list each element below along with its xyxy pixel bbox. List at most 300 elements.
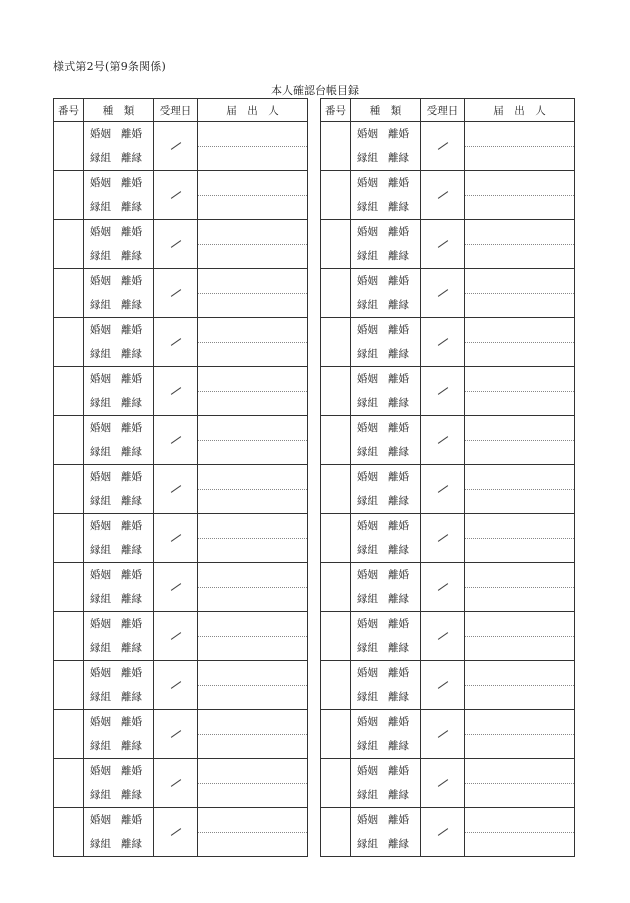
kind-adoption[interactable]: 縁組 [357, 838, 378, 850]
date-separator-mark [437, 485, 447, 493]
notifier-cell[interactable] [465, 759, 575, 808]
kind-dissolution[interactable]: 離縁 [121, 544, 142, 556]
notifier-cell[interactable] [465, 367, 575, 416]
received-date-cell[interactable] [154, 465, 198, 514]
kind-divorce[interactable]: 離婚 [388, 128, 409, 140]
ledger-table-left [53, 98, 308, 857]
row-number-cell[interactable] [321, 808, 351, 857]
kind-cell [351, 759, 421, 808]
received-date-cell[interactable] [421, 122, 465, 171]
kind-divorce[interactable]: 離婚 [388, 275, 409, 287]
received-date-cell[interactable] [421, 514, 465, 563]
kind-dissolution[interactable]: 離縁 [388, 201, 409, 213]
header-received-date: 受理日 [421, 99, 465, 122]
row-number-cell[interactable] [54, 122, 84, 171]
notifier-cell[interactable] [198, 759, 308, 808]
notifier-cell[interactable] [198, 465, 308, 514]
kind-marriage[interactable]: 婚姻 [90, 177, 111, 189]
notifier-divider-line [465, 685, 574, 686]
kind-divorce[interactable]: 離婚 [121, 765, 142, 777]
notifier-cell[interactable] [198, 661, 308, 710]
kind-marriage[interactable]: 婚姻 [357, 520, 378, 532]
received-date-cell[interactable] [154, 220, 198, 269]
kind-cell [351, 661, 421, 710]
kind-dissolution[interactable]: 離縁 [388, 544, 409, 556]
kind-divorce[interactable]: 離婚 [121, 667, 142, 679]
notifier-divider-line [198, 685, 307, 686]
kind-divorce[interactable]: 離婚 [121, 618, 142, 630]
date-separator-mark [437, 289, 447, 297]
kind-divorce[interactable]: 離婚 [121, 520, 142, 532]
kind-cell [84, 416, 154, 465]
kind-cell [84, 269, 154, 318]
kind-cell [351, 318, 421, 367]
received-date-cell[interactable] [154, 612, 198, 661]
kind-marriage[interactable]: 婚姻 [357, 471, 378, 483]
received-date-cell[interactable] [154, 416, 198, 465]
kind-adoption[interactable]: 縁組 [90, 544, 111, 556]
received-date-cell[interactable] [154, 171, 198, 220]
kind-dissolution[interactable]: 離縁 [388, 446, 409, 458]
notifier-cell[interactable] [198, 171, 308, 220]
notifier-cell[interactable] [198, 367, 308, 416]
kind-cell [351, 612, 421, 661]
notifier-divider-line [198, 783, 307, 784]
kind-marriage[interactable]: 婚姻 [357, 275, 378, 287]
received-date-cell[interactable] [154, 269, 198, 318]
row-number-cell[interactable] [321, 465, 351, 514]
kind-cell [84, 122, 154, 171]
kind-cell [351, 514, 421, 563]
kind-marriage[interactable]: 婚姻 [357, 128, 378, 140]
kind-marriage[interactable]: 婚姻 [90, 569, 111, 581]
kind-divorce[interactable]: 離婚 [388, 471, 409, 483]
kind-adoption[interactable]: 縁組 [90, 397, 111, 409]
row-number-cell[interactable] [54, 759, 84, 808]
kind-adoption[interactable]: 縁組 [357, 397, 378, 409]
received-date-cell[interactable] [421, 710, 465, 759]
kind-adoption[interactable]: 縁組 [357, 152, 378, 164]
table-row [54, 563, 308, 612]
notifier-divider-line [198, 244, 307, 245]
kind-adoption[interactable]: 縁組 [90, 740, 111, 752]
notifier-cell[interactable] [465, 808, 575, 857]
notifier-divider-line [198, 342, 307, 343]
kind-marriage[interactable]: 婚姻 [90, 765, 111, 777]
kind-dissolution[interactable]: 離縁 [121, 397, 142, 409]
notifier-divider-line [465, 538, 574, 539]
notifier-divider-line [465, 832, 574, 833]
received-date-cell[interactable] [154, 710, 198, 759]
kind-cell [84, 367, 154, 416]
kind-cell [84, 710, 154, 759]
table-row [54, 367, 308, 416]
received-date-cell[interactable] [421, 465, 465, 514]
row-number-cell[interactable] [321, 122, 351, 171]
received-date-cell[interactable] [154, 367, 198, 416]
notifier-cell[interactable] [198, 808, 308, 857]
date-separator-mark [437, 730, 447, 738]
row-number-cell[interactable] [321, 612, 351, 661]
kind-dissolution[interactable]: 離縁 [121, 495, 142, 507]
received-date-cell[interactable] [154, 122, 198, 171]
table-row [321, 318, 575, 367]
kind-cell [351, 269, 421, 318]
kind-dissolution[interactable]: 離縁 [388, 740, 409, 752]
header-notifier: 届 出 人 [198, 99, 308, 122]
date-separator-mark [170, 730, 180, 738]
received-date-cell[interactable] [154, 318, 198, 367]
header-received-date: 受理日 [154, 99, 198, 122]
notifier-cell[interactable] [198, 269, 308, 318]
notifier-cell[interactable] [198, 220, 308, 269]
kind-cell [351, 122, 421, 171]
kind-adoption[interactable]: 縁組 [357, 593, 378, 605]
row-number-cell[interactable] [54, 318, 84, 367]
received-date-cell[interactable] [421, 318, 465, 367]
notifier-divider-line [465, 244, 574, 245]
kind-adoption[interactable]: 縁組 [90, 446, 111, 458]
kind-dissolution[interactable]: 離縁 [388, 348, 409, 360]
notifier-divider-line [198, 538, 307, 539]
notifier-cell[interactable] [465, 171, 575, 220]
date-separator-mark [437, 534, 447, 542]
row-number-cell[interactable] [321, 514, 351, 563]
received-date-cell[interactable] [421, 367, 465, 416]
kind-adoption[interactable]: 縁組 [90, 152, 111, 164]
date-separator-mark [170, 583, 180, 591]
received-date-cell[interactable] [421, 759, 465, 808]
notifier-cell[interactable] [198, 710, 308, 759]
table-row [54, 122, 308, 171]
row-number-cell[interactable] [321, 318, 351, 367]
row-number-cell[interactable] [54, 220, 84, 269]
kind-dissolution[interactable]: 離縁 [121, 838, 142, 850]
kind-adoption[interactable]: 縁組 [357, 201, 378, 213]
date-separator-mark [170, 338, 180, 346]
table-row [321, 612, 575, 661]
kind-marriage[interactable]: 婚姻 [90, 373, 111, 385]
row-number-cell[interactable] [321, 661, 351, 710]
received-date-cell[interactable] [154, 808, 198, 857]
kind-marriage[interactable]: 婚姻 [90, 422, 111, 434]
notifier-divider-line [465, 195, 574, 196]
kind-dissolution[interactable]: 離縁 [121, 789, 142, 801]
notifier-divider-line [198, 146, 307, 147]
notifier-cell[interactable] [465, 710, 575, 759]
table-row [54, 416, 308, 465]
table-row [321, 220, 575, 269]
received-date-cell[interactable] [421, 563, 465, 612]
kind-adoption[interactable]: 縁組 [357, 446, 378, 458]
header-kind: 種 類 [351, 99, 421, 122]
table-row [321, 367, 575, 416]
notifier-cell[interactable] [465, 612, 575, 661]
kind-adoption[interactable]: 縁組 [357, 642, 378, 654]
received-date-cell[interactable] [154, 514, 198, 563]
kind-adoption[interactable]: 縁組 [357, 495, 378, 507]
kind-cell [84, 171, 154, 220]
kind-marriage[interactable]: 婚姻 [90, 716, 111, 728]
kind-cell [84, 220, 154, 269]
kind-dissolution[interactable]: 離縁 [121, 446, 142, 458]
kind-marriage[interactable]: 婚姻 [90, 520, 111, 532]
kind-adoption[interactable]: 縁組 [357, 544, 378, 556]
row-number-cell[interactable] [54, 661, 84, 710]
kind-divorce[interactable]: 離婚 [121, 569, 142, 581]
notifier-divider-line [198, 391, 307, 392]
kind-marriage[interactable]: 婚姻 [90, 128, 111, 140]
kind-divorce[interactable]: 離婚 [121, 324, 142, 336]
header-number: 番号 [54, 99, 84, 122]
kind-divorce[interactable]: 離婚 [121, 275, 142, 287]
kind-dissolution[interactable]: 離縁 [121, 299, 142, 311]
kind-divorce[interactable]: 離婚 [388, 569, 409, 581]
received-date-cell[interactable] [421, 220, 465, 269]
kind-adoption[interactable]: 縁組 [357, 691, 378, 703]
kind-marriage[interactable]: 婚姻 [357, 226, 378, 238]
kind-marriage[interactable]: 婚姻 [90, 618, 111, 630]
table-row [54, 759, 308, 808]
kind-cell [351, 808, 421, 857]
notifier-cell[interactable] [198, 318, 308, 367]
kind-adoption[interactable]: 縁組 [357, 348, 378, 360]
kind-cell [351, 465, 421, 514]
kind-divorce[interactable]: 離婚 [388, 765, 409, 777]
kind-adoption[interactable]: 縁組 [357, 299, 378, 311]
date-separator-mark [437, 338, 447, 346]
kind-adoption[interactable]: 縁組 [357, 740, 378, 752]
kind-dissolution[interactable]: 離縁 [388, 838, 409, 850]
kind-divorce[interactable]: 離婚 [121, 716, 142, 728]
notifier-divider-line [198, 440, 307, 441]
kind-divorce[interactable]: 離婚 [121, 814, 142, 826]
kind-divorce[interactable]: 離婚 [121, 471, 142, 483]
kind-adoption[interactable]: 縁組 [90, 789, 111, 801]
kind-marriage[interactable]: 婚姻 [357, 177, 378, 189]
kind-dissolution[interactable]: 離縁 [121, 250, 142, 262]
row-number-cell[interactable] [321, 759, 351, 808]
kind-dissolution[interactable]: 離縁 [388, 789, 409, 801]
row-number-cell[interactable] [54, 367, 84, 416]
kind-divorce[interactable]: 離婚 [388, 177, 409, 189]
kind-adoption[interactable]: 縁組 [90, 593, 111, 605]
notifier-cell[interactable] [465, 465, 575, 514]
document-title: 本人確認台帳目録 [271, 84, 359, 97]
kind-divorce[interactable]: 離婚 [388, 618, 409, 630]
form-number-label: 様式第2号(第9条関係) [53, 60, 166, 73]
received-date-cell[interactable] [421, 416, 465, 465]
kind-marriage[interactable]: 婚姻 [357, 422, 378, 434]
kind-divorce[interactable]: 離婚 [388, 422, 409, 434]
table-row [321, 514, 575, 563]
notifier-cell[interactable] [465, 563, 575, 612]
date-separator-mark [170, 534, 180, 542]
row-number-cell[interactable] [54, 612, 84, 661]
row-number-cell[interactable] [321, 563, 351, 612]
kind-divorce[interactable]: 離婚 [121, 373, 142, 385]
received-date-cell[interactable] [421, 808, 465, 857]
table-row [54, 710, 308, 759]
kind-marriage[interactable]: 婚姻 [357, 569, 378, 581]
kind-dissolution[interactable]: 離縁 [121, 201, 142, 213]
kind-divorce[interactable]: 離婚 [121, 226, 142, 238]
row-number-cell[interactable] [321, 367, 351, 416]
row-number-cell[interactable] [321, 710, 351, 759]
kind-dissolution[interactable]: 離縁 [388, 593, 409, 605]
table-row [54, 808, 308, 857]
received-date-cell[interactable] [154, 661, 198, 710]
notifier-cell[interactable] [198, 563, 308, 612]
row-number-cell[interactable] [321, 416, 351, 465]
kind-marriage[interactable]: 婚姻 [90, 814, 111, 826]
received-date-cell[interactable] [154, 759, 198, 808]
date-separator-mark [170, 387, 180, 395]
date-separator-mark [437, 436, 447, 444]
kind-dissolution[interactable]: 離縁 [121, 642, 142, 654]
received-date-cell[interactable] [154, 563, 198, 612]
kind-dissolution[interactable]: 離縁 [388, 691, 409, 703]
kind-adoption[interactable]: 縁組 [90, 250, 111, 262]
kind-divorce[interactable]: 離婚 [388, 324, 409, 336]
table-row [321, 465, 575, 514]
received-date-cell[interactable] [421, 661, 465, 710]
date-separator-mark [437, 681, 447, 689]
table-row [321, 122, 575, 171]
kind-adoption[interactable]: 縁組 [90, 299, 111, 311]
row-number-cell[interactable] [54, 171, 84, 220]
table-row [321, 269, 575, 318]
kind-marriage[interactable]: 婚姻 [90, 324, 111, 336]
table-row [321, 661, 575, 710]
kind-cell [84, 612, 154, 661]
notifier-cell[interactable] [465, 122, 575, 171]
row-number-cell[interactable] [54, 416, 84, 465]
kind-adoption[interactable]: 縁組 [357, 789, 378, 801]
row-number-cell[interactable] [54, 465, 84, 514]
received-date-cell[interactable] [421, 269, 465, 318]
notifier-divider-line [198, 587, 307, 588]
kind-dissolution[interactable]: 離縁 [388, 152, 409, 164]
kind-adoption[interactable]: 縁組 [90, 495, 111, 507]
kind-dissolution[interactable]: 離縁 [121, 740, 142, 752]
date-separator-mark [170, 240, 180, 248]
kind-marriage[interactable]: 婚姻 [90, 226, 111, 238]
kind-divorce[interactable]: 離婚 [388, 814, 409, 826]
kind-divorce[interactable]: 離婚 [388, 520, 409, 532]
notifier-divider-line [198, 734, 307, 735]
kind-divorce[interactable]: 離婚 [388, 716, 409, 728]
ledger-table-right [320, 98, 575, 857]
row-number-cell[interactable] [321, 269, 351, 318]
kind-dissolution[interactable]: 離縁 [388, 299, 409, 311]
kind-cell [351, 367, 421, 416]
kind-marriage[interactable]: 婚姻 [90, 471, 111, 483]
date-separator-mark [437, 779, 447, 787]
kind-adoption[interactable]: 縁組 [90, 201, 111, 213]
kind-dissolution[interactable]: 離縁 [121, 348, 142, 360]
kind-divorce[interactable]: 離婚 [121, 422, 142, 434]
notifier-cell[interactable] [465, 220, 575, 269]
date-separator-mark [170, 485, 180, 493]
table-row [54, 171, 308, 220]
notifier-divider-line [465, 734, 574, 735]
date-separator-mark [170, 289, 180, 297]
header-number: 番号 [321, 99, 351, 122]
kind-dissolution[interactable]: 離縁 [121, 691, 142, 703]
kind-marriage[interactable]: 婚姻 [357, 814, 378, 826]
kind-dissolution[interactable]: 離縁 [388, 642, 409, 654]
kind-marriage[interactable]: 婚姻 [357, 716, 378, 728]
kind-adoption[interactable]: 縁組 [90, 642, 111, 654]
kind-dissolution[interactable]: 離縁 [388, 250, 409, 262]
notifier-cell[interactable] [465, 514, 575, 563]
kind-marriage[interactable]: 婚姻 [90, 275, 111, 287]
kind-dissolution[interactable]: 離縁 [121, 152, 142, 164]
row-number-cell[interactable] [54, 269, 84, 318]
kind-marriage[interactable]: 婚姻 [357, 324, 378, 336]
table-row [321, 759, 575, 808]
kind-adoption[interactable]: 縁組 [357, 250, 378, 262]
kind-cell [84, 661, 154, 710]
table-row [321, 563, 575, 612]
notifier-cell[interactable] [465, 318, 575, 367]
kind-dissolution[interactable]: 離縁 [388, 397, 409, 409]
kind-divorce[interactable]: 離婚 [121, 128, 142, 140]
row-number-cell[interactable] [321, 220, 351, 269]
kind-dissolution[interactable]: 離縁 [388, 495, 409, 507]
kind-cell [84, 465, 154, 514]
kind-divorce[interactable]: 離婚 [388, 667, 409, 679]
kind-divorce[interactable]: 離婚 [388, 373, 409, 385]
row-number-cell[interactable] [54, 808, 84, 857]
kind-adoption[interactable]: 縁組 [90, 838, 111, 850]
row-number-cell[interactable] [54, 710, 84, 759]
kind-divorce[interactable]: 離婚 [121, 177, 142, 189]
notifier-divider-line [198, 489, 307, 490]
notifier-cell[interactable] [465, 269, 575, 318]
kind-cell [84, 318, 154, 367]
kind-marriage[interactable]: 婚姻 [357, 373, 378, 385]
kind-marriage[interactable]: 婚姻 [357, 765, 378, 777]
received-date-cell[interactable] [421, 612, 465, 661]
kind-adoption[interactable]: 縁組 [90, 348, 111, 360]
notifier-cell[interactable] [198, 122, 308, 171]
kind-marriage[interactable]: 婚姻 [357, 618, 378, 630]
row-number-cell[interactable] [54, 563, 84, 612]
notifier-cell[interactable] [198, 514, 308, 563]
kind-cell [351, 416, 421, 465]
kind-divorce[interactable]: 離婚 [388, 226, 409, 238]
notifier-cell[interactable] [198, 416, 308, 465]
kind-cell [351, 710, 421, 759]
kind-marriage[interactable]: 婚姻 [90, 667, 111, 679]
date-separator-mark [437, 828, 447, 836]
notifier-cell[interactable] [465, 416, 575, 465]
notifier-cell[interactable] [465, 661, 575, 710]
kind-dissolution[interactable]: 離縁 [121, 593, 142, 605]
kind-cell [84, 563, 154, 612]
notifier-cell[interactable] [198, 612, 308, 661]
received-date-cell[interactable] [421, 171, 465, 220]
date-separator-mark [170, 191, 180, 199]
kind-marriage[interactable]: 婚姻 [357, 667, 378, 679]
row-number-cell[interactable] [321, 171, 351, 220]
kind-cell [84, 808, 154, 857]
kind-adoption[interactable]: 縁組 [90, 691, 111, 703]
table-row [54, 269, 308, 318]
row-number-cell[interactable] [54, 514, 84, 563]
